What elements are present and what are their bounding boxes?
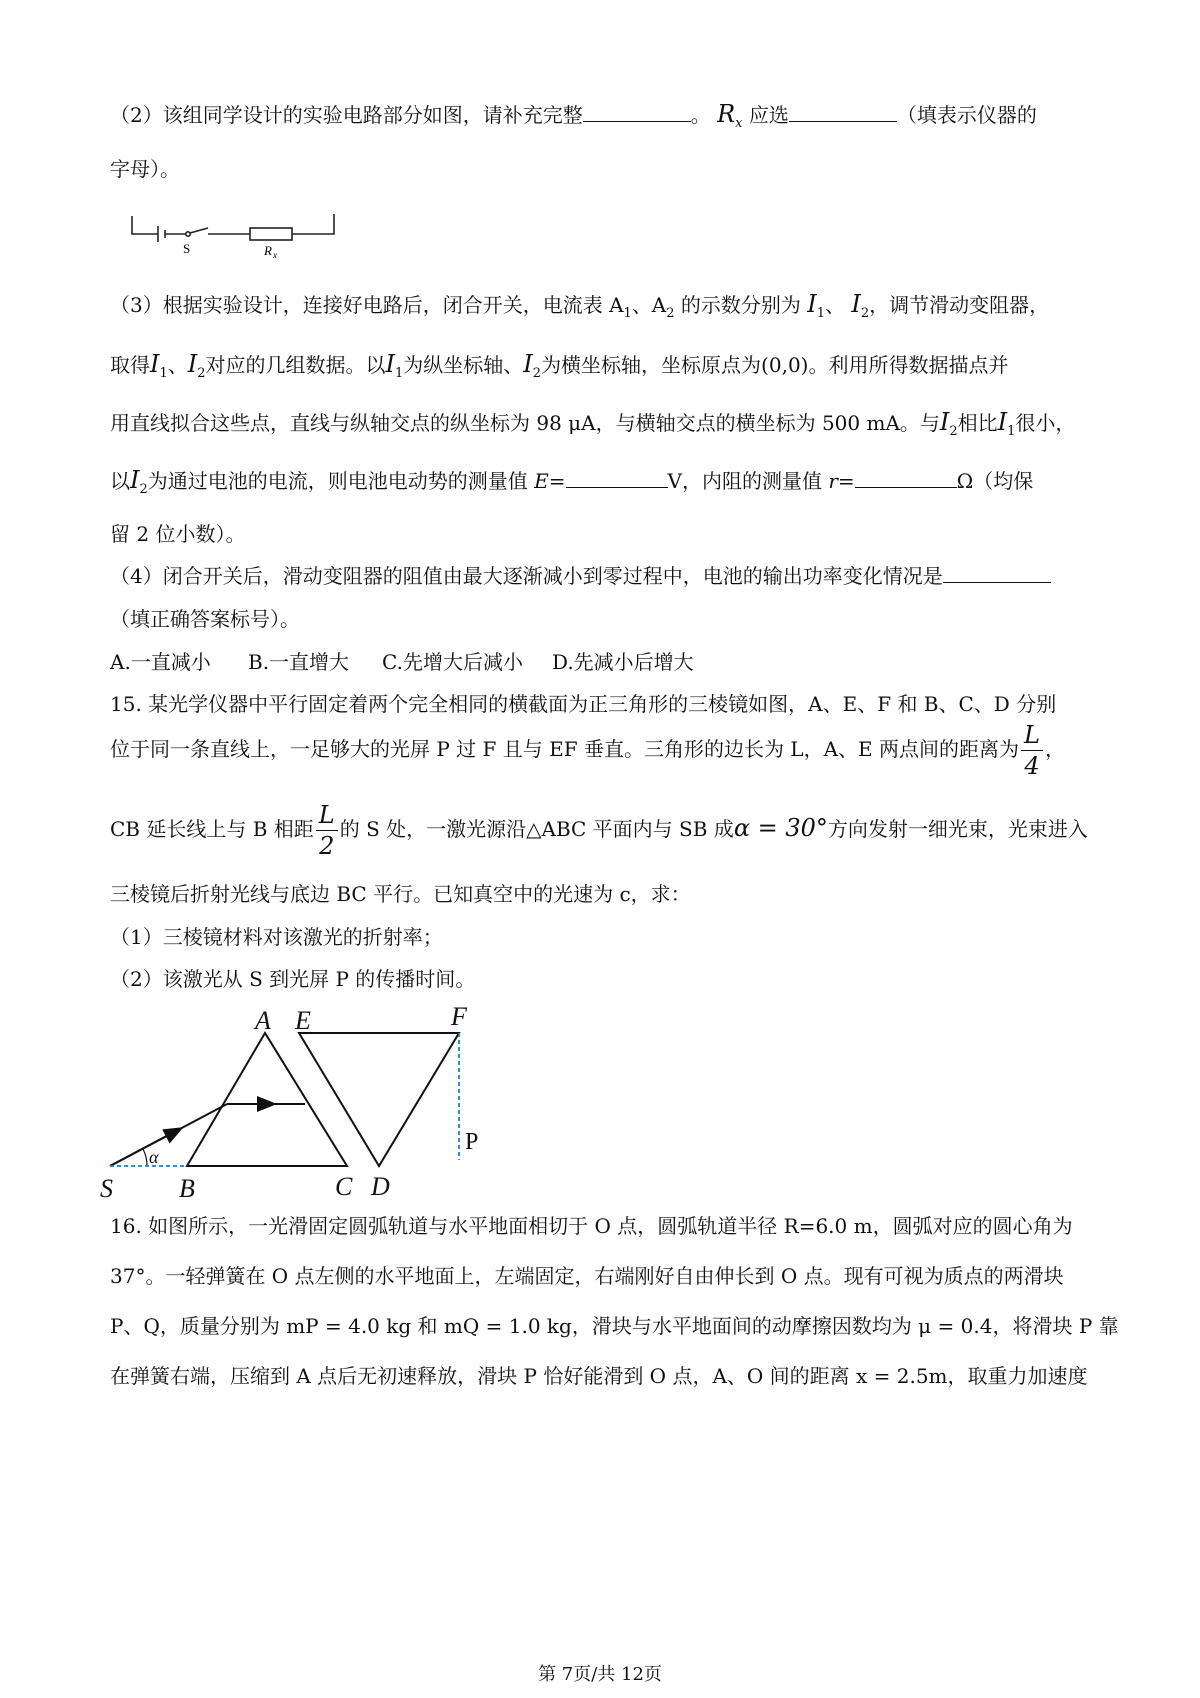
emf-answer-blank[interactable]	[566, 469, 668, 488]
prism-abc	[187, 1033, 347, 1166]
answer-blank[interactable]	[943, 564, 1051, 583]
label-d: D	[371, 1172, 390, 1201]
resistance-answer-blank[interactable]	[855, 469, 957, 488]
q15-line4: 三棱镜后折射光线与底边 BC 平行。已知真空中的光速为 c，求：	[110, 882, 691, 906]
q15-sub2: （2）该激光从 S 到光屏 P 的传播时间。	[110, 967, 476, 991]
option-a[interactable]: A.一直减小	[110, 650, 211, 674]
q16-line3: P、Q，质量分别为 mP = 4.0 kg 和 mQ = 1.0 kg，滑块与水平地面间的动摩擦因数均为 μ = 0.4，将滑块 P 靠	[110, 1314, 1119, 1338]
label-f: F	[451, 1002, 467, 1031]
resistor-label: R	[264, 243, 272, 258]
page-footer: 第 7页/共 12页	[538, 1664, 662, 1685]
label-b: B	[179, 1174, 195, 1203]
svg-text:x: x	[273, 250, 277, 260]
option-b[interactable]: B.一直增大	[248, 650, 350, 674]
q14-part3-line5: 留 2 位小数）。	[110, 522, 246, 546]
q14-part4-line2: （填正确答案标号）。	[110, 607, 300, 631]
q15-line1: 15. 某光学仪器中平行固定着两个完全相同的横截面为正三角形的三棱镜如图，A、E、F 和 B、C、D 分别	[110, 692, 1057, 716]
label-alpha: α	[149, 1147, 159, 1167]
circuit-diagram	[128, 206, 368, 264]
fraction-l-over-4: $\frac{L}{4}$	[1021, 720, 1043, 781]
answer-blank[interactable]	[789, 103, 897, 122]
q14-options	[110, 648, 694, 676]
q15-sub1: （1）三棱镜材料对该激光的折射率；	[110, 925, 443, 949]
label-p: P	[465, 1129, 479, 1155]
q14-part2-line2: 字母）。	[110, 157, 180, 181]
q16-line1: 16. 如图所示，一光滑固定圆弧轨道与水平地面相切于 O 点，圆弧轨道半径 R=6.0 m，圆弧对应的圆心角为	[110, 1214, 1073, 1238]
q15-line2: 位于同一条直线上，一足够大的光屏 P 过 F 且与 EF 垂直。三角形的边长为 L，A、E 两点间的距离为 $\frac{L}{4}$ ，	[110, 721, 1065, 780]
answer-blank[interactable]	[583, 103, 691, 122]
q14-part3-line1: （3）根据实验设计，连接好电路后，闭合开关，电流表 $A_1$、$A_2$ 的示数分别为 $I_1$、 $I_2$，调节滑动变阻器，	[110, 290, 1050, 321]
option-d[interactable]: D.先减小后增大	[552, 650, 694, 674]
option-c[interactable]: C.先增大后减小	[382, 650, 523, 674]
q14-part3-line3: 用直线拟合这些点，直线与纵轴交点的纵坐标为 98 μA，与横轴交点的横坐标为 500 mA。与$I_2$相比$I_1$很小，	[110, 408, 1076, 439]
label-a: A	[255, 1006, 271, 1035]
q14-part2-line1: （2）该组同学设计的实验电路部分如图，请补充完整 。 $R_x$ 应选 （填表示仪器的	[110, 100, 1037, 131]
q14-part3-line2: 取得$I_1$、$I_2$对应的几组数据。以$I_1$为纵坐标轴、$I_2$为横坐标轴，坐标原点为(0,0)。利用所得数据描点并	[110, 350, 1009, 381]
fraction-l-over-2: $\frac{L}{2}$	[316, 800, 338, 861]
q14-part4-line1: （4）闭合开关后，滑动变阻器的阻值由最大逐渐减小到零过程中，电池的输出功率变化情况是	[110, 562, 1051, 590]
label-e: E	[295, 1006, 311, 1035]
q14-part3-line4: 以$I_2$为通过电池的电流，则电池电动势的测量值 E= V，内阻的测量值 r= Ω（均保	[110, 466, 1034, 497]
label-s: S	[100, 1174, 113, 1203]
q15-line3: CB 延长线上与 B 相距 $\frac{L}{2}$ 的 S 处，一激光源沿△ABC 平面内与 SB 成α = 30°方向发射一细光束，光束进入	[110, 801, 1088, 860]
label-c: C	[335, 1172, 353, 1201]
switch-label: S	[183, 241, 191, 256]
q16-line2: 37°。一轻弹簧在 O 点左侧的水平地面上，左端固定，右端刚好自由伸长到 O 点。现有可视为质点的两滑块	[110, 1264, 1064, 1288]
prism-diagram	[95, 995, 495, 1210]
q16-line4: 在弹簧右端，压缩到 A 点后无初速释放，滑块 P 恰好能滑到 O 点，A、O 间的距离 x = 2.5m，取重力加速度	[110, 1364, 1088, 1388]
prism-efd	[299, 1033, 459, 1166]
